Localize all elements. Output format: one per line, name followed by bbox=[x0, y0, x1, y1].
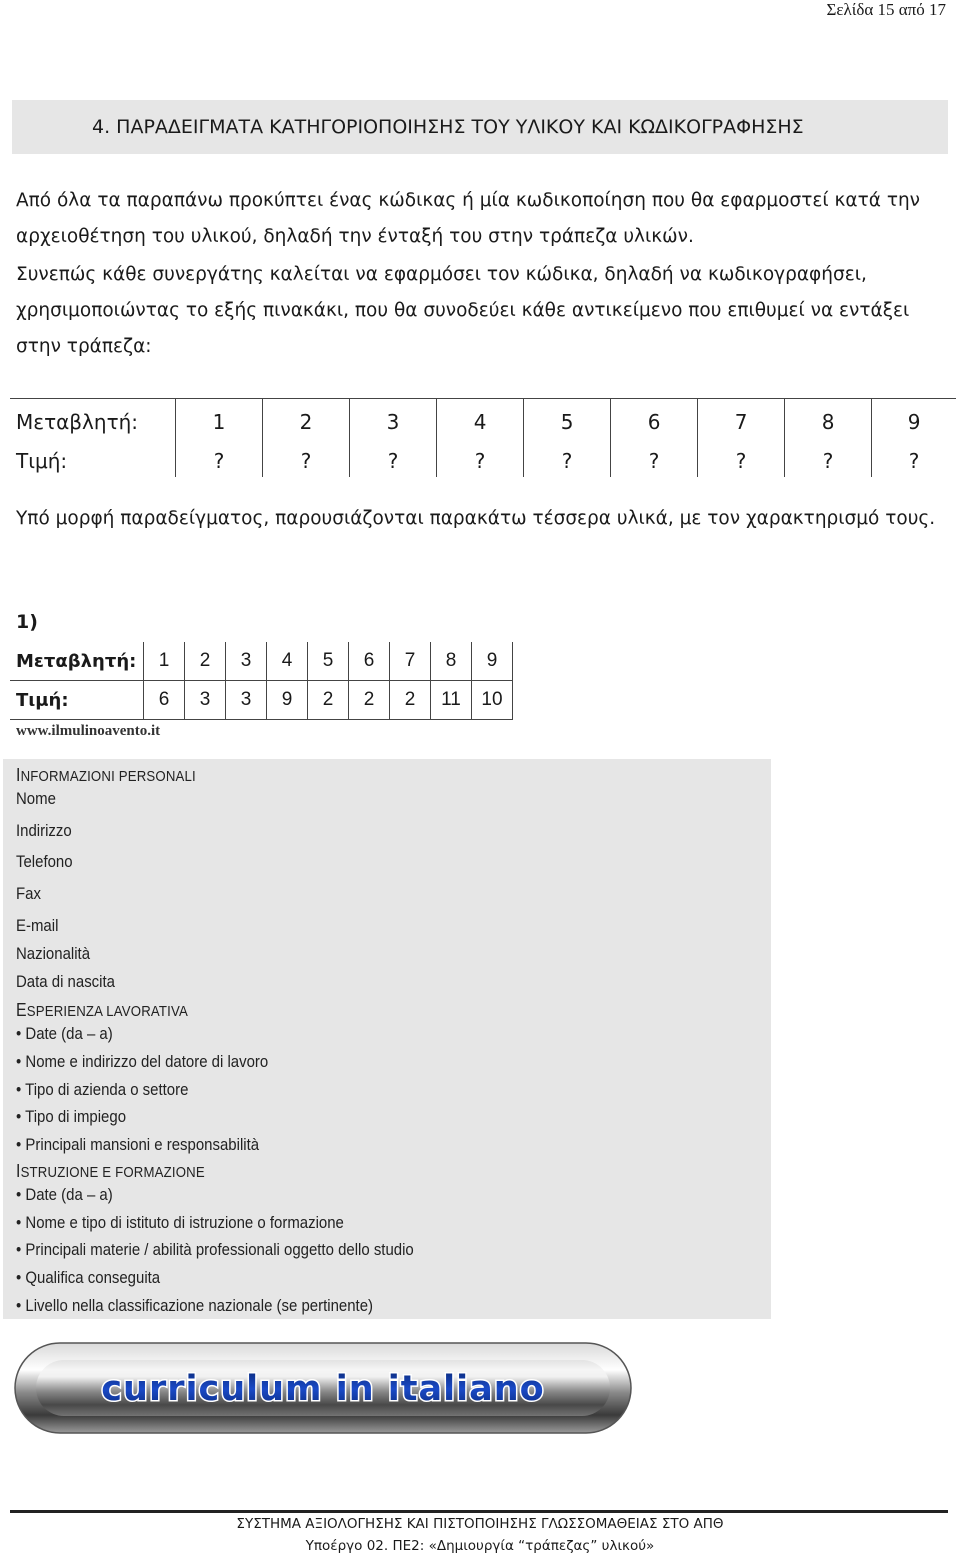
paragraph-instructions: Συνεπώς κάθε συνεργάτης καλείται να εφαρμόσει τον κώδικα, δηλαδή να κωδικογραφήσει, χρησιμοποιώντας το εξής πινακάκι, που θα συνοδεύει κάθε αντικείμενο που επιθυμεί να εντάξει στην τράπεζα: bbox=[16, 264, 910, 357]
cv-bullet-item: • Qualifica conseguita bbox=[16, 1268, 160, 1288]
variable-cell: 1 bbox=[144, 642, 185, 681]
variable-cell: 7 bbox=[698, 399, 785, 446]
variable-cell: 3 bbox=[350, 399, 437, 446]
page-number: Σελίδα 15 από 17 bbox=[826, 0, 946, 19]
value-cell: 2 bbox=[390, 681, 431, 720]
cv-heading-initial: I bbox=[16, 765, 21, 785]
variable-cell: 8 bbox=[431, 642, 472, 681]
cv-field-label: Nazionalità bbox=[16, 944, 91, 963]
variable-cell: 4 bbox=[267, 642, 308, 681]
cv-bullet-item: • Livello nella classificazione nazionale (se pertinente) bbox=[16, 1296, 373, 1316]
value-cell: ? bbox=[611, 445, 698, 477]
cv-section-heading bbox=[16, 765, 196, 786]
value-cell: ? bbox=[263, 445, 350, 477]
cv-heading-rest: STRUZIONE E FORMAZIONE bbox=[20, 1164, 205, 1181]
value-cell: 9 bbox=[267, 681, 308, 720]
variable-row bbox=[10, 642, 513, 681]
paragraph-intro: Από όλα τα παραπάνω προκύπτει ένας κώδικας ή μία κωδικοποίηση που θα εφαρμοστεί κατά την αρχειοθέτηση του υλικού, δηλαδή την ένταξή του στην τράπεζα υλικών. bbox=[16, 190, 921, 247]
cv-bullet-item: • Tipo di impiego bbox=[16, 1107, 126, 1127]
cv-heading-initial: E bbox=[16, 1000, 27, 1020]
curriculum-banner-image bbox=[14, 1342, 632, 1434]
value-cell: 3 bbox=[185, 681, 226, 720]
variable-cell: 9 bbox=[472, 642, 513, 681]
footer-title: ΣΥΣΤΗΜΑ ΑΞΙΟΛΟΓΗΣΗΣ ΚΑΙ ΠΙΣΤΟΠΟΙΗΣΗΣ ΓΛΩΣΣΟΜΑΘΕΙΑΣ ΣΤΟ ΑΠΘ bbox=[236, 1516, 724, 1532]
variable-cell: 4 bbox=[437, 399, 524, 446]
value-cell: 2 bbox=[308, 681, 349, 720]
paragraph-examples: Υπό μορφή παραδείγματος, παρουσιάζονται παρακάτω τέσσερα υλικά, με τον χαρακτηρισμό τους. bbox=[16, 508, 936, 529]
cv-bullet-item: • Date (da – a) bbox=[16, 1024, 113, 1044]
footer-subtitle: Υποέργο 02. ΠΕ2: «Δημιουργία “τράπεζας” υλικού» bbox=[305, 1538, 655, 1554]
variable-label: Μεταβλητή: bbox=[10, 399, 176, 446]
value-cell: ? bbox=[176, 445, 263, 477]
value-row bbox=[10, 681, 513, 720]
cv-field-label: E-mail bbox=[16, 916, 59, 935]
cv-section-heading bbox=[16, 1000, 188, 1021]
cv-section-heading bbox=[16, 1161, 205, 1182]
source-website: www.ilmulinoavento.it bbox=[16, 723, 161, 739]
variable-cell: 7 bbox=[390, 642, 431, 681]
cv-field-label: Data di nascita bbox=[16, 972, 115, 991]
variable-cell: 8 bbox=[785, 399, 872, 446]
variable-label: Μεταβλητή: bbox=[10, 642, 144, 681]
value-cell: 2 bbox=[349, 681, 390, 720]
value-label: Τιμή: bbox=[10, 681, 144, 720]
cv-bullet-item: • Date (da – a) bbox=[16, 1185, 113, 1205]
value-cell: ? bbox=[698, 445, 785, 477]
variable-cell: 6 bbox=[611, 399, 698, 446]
footer-divider bbox=[10, 1510, 948, 1513]
cv-field-label: Fax bbox=[16, 884, 41, 903]
cv-bullet-item: • Nome e tipo di istituto di istruzione o formazione bbox=[16, 1213, 344, 1233]
cv-heading-rest: NFORMAZIONI PERSONALI bbox=[20, 768, 196, 785]
variable-cell: 6 bbox=[349, 642, 390, 681]
cv-bullet-item: • Tipo di azienda o settore bbox=[16, 1080, 188, 1100]
value-cell: ? bbox=[437, 445, 524, 477]
coding-template-table bbox=[10, 398, 956, 477]
example-number: 1) bbox=[16, 611, 38, 633]
cv-heading-rest: SPERIENZA LAVORATIVA bbox=[26, 1003, 188, 1020]
value-cell: 6 bbox=[144, 681, 185, 720]
cv-field-label: Nome bbox=[16, 789, 56, 808]
value-label: Τιμή: bbox=[10, 445, 176, 477]
value-cell: ? bbox=[908, 449, 920, 473]
variable-cell: 3 bbox=[226, 642, 267, 681]
value-cell: ? bbox=[350, 445, 437, 477]
cv-field-label: Indirizzo bbox=[16, 821, 72, 840]
banner-text: curriculum in italiano bbox=[101, 1369, 545, 1409]
value-cell: ? bbox=[524, 445, 611, 477]
variable-cell: 9 bbox=[872, 399, 956, 446]
value-row bbox=[10, 445, 956, 477]
cv-bullet-item: • Nome e indirizzo del datore di lavoro bbox=[16, 1052, 268, 1072]
value-cell: ? bbox=[785, 445, 872, 477]
cv-heading-initial: I bbox=[16, 1161, 21, 1181]
cv-template-image bbox=[3, 759, 771, 1319]
variable-cell: 2 bbox=[263, 399, 350, 446]
variable-row bbox=[10, 399, 956, 446]
cv-field-label: Telefono bbox=[16, 852, 73, 871]
cv-bullet-item: • Principali materie / abilità professionali oggetto dello studio bbox=[16, 1240, 414, 1260]
section-heading: 4. ΠΑΡΑΔΕΙΓΜΑΤΑ ΚΑΤΗΓΟΡΙΟΠΟΙΗΣΗΣ ΤΟΥ ΥΛΙΚΟΥ ΚΑΙ ΚΩΔΙΚΟΓΡΑΦΗΣΗΣ bbox=[12, 100, 948, 154]
variable-cell: 2 bbox=[185, 642, 226, 681]
variable-cell: 5 bbox=[308, 642, 349, 681]
variable-cell: 5 bbox=[524, 399, 611, 446]
cv-bullet-item: • Principali mansioni e responsabilità bbox=[16, 1135, 259, 1155]
value-cell: 11 bbox=[431, 681, 472, 720]
variable-cell: 1 bbox=[176, 399, 263, 446]
value-cell: 3 bbox=[226, 681, 267, 720]
value-cell: 10 bbox=[472, 681, 513, 720]
example-coding-table bbox=[10, 642, 513, 720]
